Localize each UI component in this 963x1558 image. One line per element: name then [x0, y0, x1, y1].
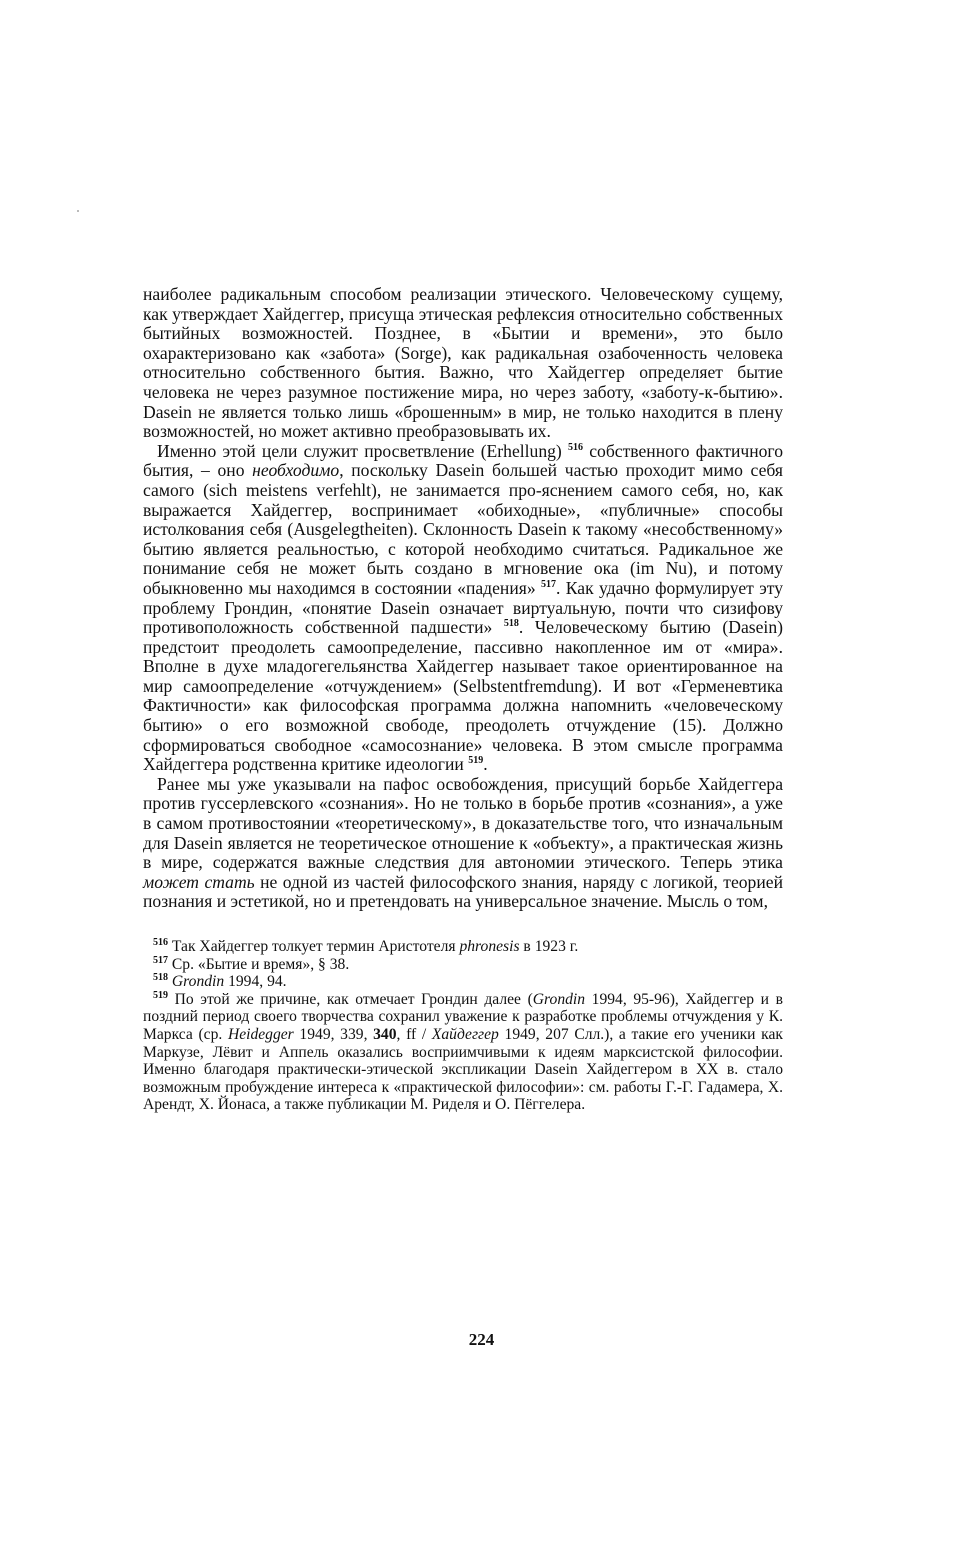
text-run: Именно этой цели служит просветвление (Erhellung)	[157, 440, 569, 461]
text-run: . Как удачно формулирует эту проблему Грондин, «понятие Dasein означает виртуальную, почти что сизифову противоположность собственной падшести»	[143, 577, 784, 638]
main-text	[143, 285, 783, 912]
text-run: собственного фактичного бытия, – оно	[143, 440, 783, 481]
text-run: .	[483, 754, 488, 775]
text-run: Ср. «Бытие и время», § 38.	[168, 955, 350, 973]
text-run: Так Хайдеггер толкует термин Аристотеля	[168, 938, 460, 955]
text-run: необходимо	[252, 460, 340, 481]
paragraph	[143, 285, 783, 442]
footnote-ref: 517	[541, 579, 557, 591]
footnote-number: 516	[153, 936, 168, 948]
page-content	[143, 285, 783, 1114]
paragraph	[143, 775, 783, 912]
text-run: Хайдеггер	[431, 1025, 499, 1043]
footnote-number: 517	[153, 954, 168, 966]
text-run: наиболее радикальным способом реализации этического. Человеческому сущему, как утверждает Хайдеггер, присуща этическая рефлексия относительно собственных бытийных возможностей. Позднее, в «Бытии и времени», это было охарактеризовано как «забота» (Sorge), как радикальная озабоченность человека относительно собственного бытия. Важно, что Хайдеггер определяет бытие человека не через разумное постижение мира, но через заботу, «заботу-к-бытию». Dasein не является только лишь «брошенным» в мир, не только находится в плену возможностей, но может активно преобразовывать их.	[143, 284, 783, 442]
text-run: , поскольку Dasein большей частью проходит мимо себя самого (sich meistens verfehlt), не занимается про-яснением самого себя, но, как выражается Хайдеггер, воспринимает «обиходные», «публичные» способы истолкования себя (Ausgelegtheiten). Склонность Dasein к такому «несобственному» бытию является реальностью, с которой необходимо считаться. Радикальное же понимание себя не может быть создано в мгновение ока (im Nu), и потому обыкновенно мы находимся в состоянии «падения»	[143, 460, 783, 598]
text-run: Ранее мы уже указывали на пафос освобождения, присущий борьбе Хайдеггера против гуссерлевского «сознания». Но не только в борьбе против «сознания», а уже в самом противостоянии «теоретическому», в доказательстве того, что изначальным для Dasein является не теоретическое отношение к «объекту», а практическая жизнь в мире, содержатся важные следствия для автономии этического. Теперь этика	[143, 773, 783, 873]
text-run: 340	[373, 1025, 397, 1043]
paragraph	[143, 442, 783, 775]
footnote	[143, 938, 783, 956]
text-run: 1949, 207 Слл.), а такие его ученики как Маркузе, Лёвит и Аппель оказались восприимчивыми к идеям марксистской философии. Именно благодаря практически-этической экспликации Dasein Хайдеггером в XX в. стало возможным пробуждение интереса к «практической философии»: см. работы Г.-Г. Гадамера, Х. Арендт, Х. Йонаса, а также публикации М. Риделя и О. Пёггелера.	[143, 1025, 783, 1114]
footnote-number: 519	[153, 989, 168, 1001]
text-run: Grondin	[532, 990, 586, 1008]
text-run: в 1923 г.	[519, 938, 579, 955]
footnote-number: 518	[153, 972, 168, 983]
text-run: Heidegger	[227, 1025, 294, 1043]
scan-speck	[77, 210, 79, 212]
footnote	[143, 956, 783, 974]
footnote	[143, 973, 783, 991]
footnote-ref: 518	[503, 618, 519, 630]
text-run: может стать	[143, 871, 255, 892]
text-run: 1994, 95-96), Хайдеггер и в поздний период своего творчества сохранил уважение к разработке проблемы отчуждения у К. Маркса (ср.	[143, 990, 783, 1043]
text-run: Grondin	[171, 973, 225, 991]
footnote	[143, 991, 783, 1114]
page-number: 224	[468, 1330, 495, 1349]
text-run: не одной из частей философского знания, наряду с логикой, теорией познания и эстетикой, но и претендовать на универсальное значение. Мысль о том,	[143, 871, 783, 912]
text-run: 1994, 94.	[224, 973, 287, 991]
text-run: phronesis	[459, 938, 520, 955]
footnotes	[143, 938, 783, 1114]
text-run: По этой же причине, как отмечает Грондин далее (	[168, 990, 533, 1008]
text-run: , ff /	[396, 1025, 432, 1043]
text-run: . Человеческому бытию (Dasein) предстоит преодолеть самоопределение, пассивно накопленное им от «мира». Вполне в духе младогегельянства Хайдеггер называет такое ориентированное на мир самоопределение «отчуждением» (Selbstentfremdung). И вот «Герменевтика Фактичности» как философская программа должна напомнить «человеческому бытию» о его возможной свободе, преодолеть отчуждение (15). Должно сформироваться свободное «самосознание» человека. В этом смысле программа Хайдеггера родственна критике идеологии	[143, 617, 783, 775]
text-run: 1949, 339,	[293, 1025, 374, 1043]
footnote-ref: 519	[468, 755, 484, 767]
footnote-ref: 516	[568, 441, 584, 453]
